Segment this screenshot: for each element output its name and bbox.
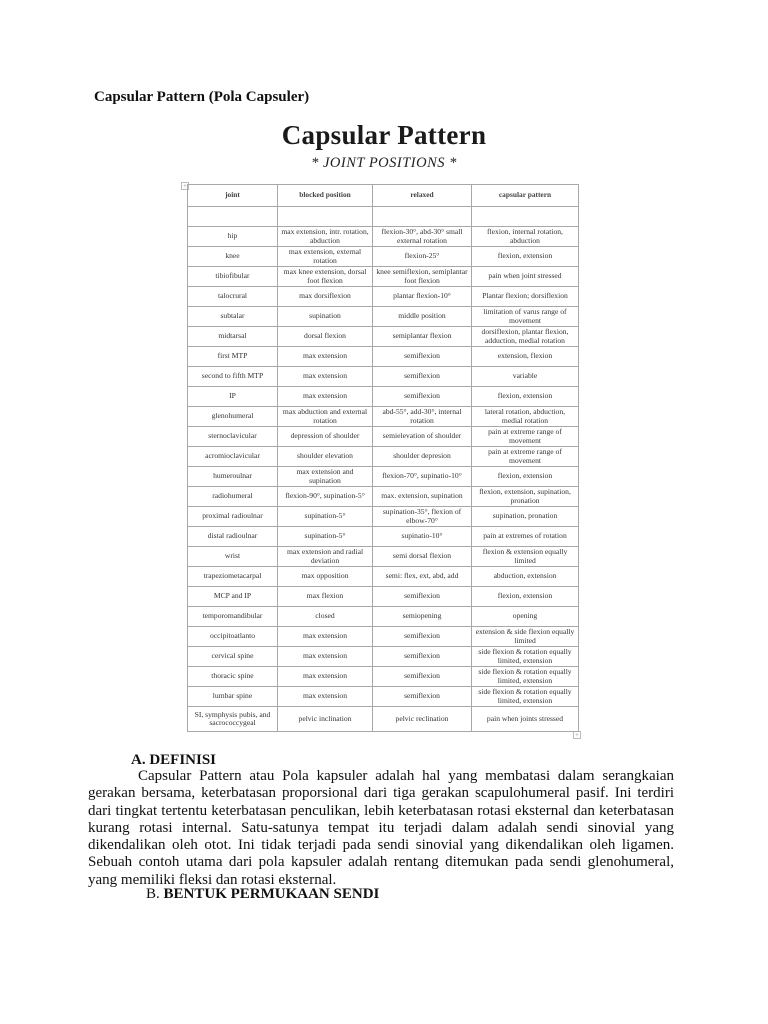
table-cell: glenohumeral: [188, 407, 278, 427]
table-cell: trapeziometacarpal: [188, 567, 278, 587]
table-cell: plantar flexion-10°: [373, 287, 472, 307]
table-header-row: [188, 185, 579, 207]
table-cell: semiflexion: [373, 647, 472, 667]
table-cell: max extension: [278, 647, 373, 667]
table-cell: pelvic inclination: [278, 707, 373, 732]
image-marker-icon: +: [181, 182, 189, 190]
table-cell: semiflexion: [373, 627, 472, 647]
table-row: [188, 627, 579, 647]
table-cell: abduction, extension: [472, 567, 579, 587]
table-cell: flexion-25°: [373, 247, 472, 267]
table-cell: max dorsiflexion: [278, 287, 373, 307]
table-row: [188, 287, 579, 307]
header-relaxed: relaxed: [373, 185, 472, 207]
table-cell: limitation of varus range of movement: [472, 307, 579, 327]
table-cell: supination-5°: [278, 507, 373, 527]
table-row: [188, 487, 579, 507]
table-cell: flexion & extension equally limited: [472, 547, 579, 567]
table-cell: flexion-30°, abd-30° small external rotation: [373, 227, 472, 247]
table-row: [188, 547, 579, 567]
table-row: [188, 607, 579, 627]
table-cell: lateral rotation, abduction, medial rotation: [472, 407, 579, 427]
table-cell: pain when joints stressed: [472, 707, 579, 732]
table-cell: dorsal flexion: [278, 327, 373, 347]
table-cell: max flexion: [278, 587, 373, 607]
table-row: [188, 347, 579, 367]
table-cell: max extension: [278, 367, 373, 387]
table-cell: variable: [472, 367, 579, 387]
table-cell: semiflexion: [373, 367, 472, 387]
table-cell: knee semiflexion, semiplantar foot flexion: [373, 267, 472, 287]
definition-text: Capsular Pattern atau Pola kapsuler adalah hal yang membatasi dalam serangkaian gerakan bersama, keterbatasan proporsional dari tiga gerakan scapulohumeral pasif. Ini terdiri dari tingkat tertentu keterbatasan penculikan, lebih keterbatasan rotasi eksternal dan keterbatasan kurang rotasi internal. Satu-satunya tempat itu terjadi dalam adalah sendi sinovial yang dikendalikan oleh otot. Ini tidak terjadi pada sendi sinovial yang dikendalikan oleh ligamen. Sebuah contoh utama dari pola kapsuler adalah rentang ditemukan pada sendi glenohumeral, yang memiliki fleksi dan rotasi eksternal.: [88, 768, 674, 888]
table-cell: max extension and supination: [278, 467, 373, 487]
table-row: [188, 247, 579, 267]
table-cell: [373, 207, 472, 227]
table-row: [188, 427, 579, 447]
table-cell: middle position: [373, 307, 472, 327]
table-cell: flexion, extension: [472, 387, 579, 407]
table-row: [188, 467, 579, 487]
table-cell: tibiofibular: [188, 267, 278, 287]
table-row: [188, 587, 579, 607]
definition-paragraph: [88, 768, 674, 889]
image-marker-icon: +: [573, 731, 581, 739]
table-cell: semiflexion: [373, 687, 472, 707]
table-cell: semiflexion: [373, 587, 472, 607]
table-row: [188, 387, 579, 407]
table-cell: max knee extension, dorsal foot flexion: [278, 267, 373, 287]
table-cell: thoracic spine: [188, 667, 278, 687]
table-cell: semielevation of shoulder: [373, 427, 472, 447]
table-cell: flexion-70°, supinatio-10°: [373, 467, 472, 487]
header-blocked-position: blocked position: [278, 185, 373, 207]
table-cell: radiohumeral: [188, 487, 278, 507]
table-cell: extension & side flexion equally limited: [472, 627, 579, 647]
table-row: [188, 307, 579, 327]
table-cell: IP: [188, 387, 278, 407]
table-cell: semiopening: [373, 607, 472, 627]
table-row: [188, 327, 579, 347]
table-cell: pain at extreme range of movement: [472, 447, 579, 467]
table-cell: midtarsal: [188, 327, 278, 347]
page-heading: Capsular Pattern (Pola Capsuler): [94, 89, 310, 105]
table-cell: flexion, internal rotation, abduction: [472, 227, 579, 247]
table-cell: shoulder depresion: [373, 447, 472, 467]
header-capsular-pattern: capsular pattern: [472, 185, 579, 207]
table-cell: SI, symphysis pubis, and sacrococcygeal: [188, 707, 278, 732]
table-cell: wrist: [188, 547, 278, 567]
table-cell: max extension, intr. rotation, abduction: [278, 227, 373, 247]
table-cell: opening: [472, 607, 579, 627]
table-cell: supination-35°, flexion of elbow-70°: [373, 507, 472, 527]
table-row: [188, 647, 579, 667]
table-cell: pelvic reclination: [373, 707, 472, 732]
table-cell: dorsiflexion, plantar flexion, adduction, medial rotation: [472, 327, 579, 347]
table-cell: supination: [278, 307, 373, 327]
table-cell: [188, 207, 278, 227]
table-cell: max opposition: [278, 567, 373, 587]
table-cell: semiflexion: [373, 347, 472, 367]
table-row: [188, 527, 579, 547]
section-b-title: BENTUK PERMUKAAN SENDI: [163, 886, 380, 902]
table-cell: flexion-90°, supination-5°: [278, 487, 373, 507]
table-cell: max extension: [278, 387, 373, 407]
table-cell: max extension: [278, 667, 373, 687]
capsular-pattern-table-figure: [187, 184, 578, 729]
table-row: [188, 567, 579, 587]
table-cell: [278, 207, 373, 227]
table-row: [188, 707, 579, 732]
table-cell: max extension, external rotation: [278, 247, 373, 267]
table-cell: supination, pronation: [472, 507, 579, 527]
table-cell: Plantar flexion; dorsiflexion: [472, 287, 579, 307]
table-cell: max extension: [278, 347, 373, 367]
table-cell: flexion, extension: [472, 467, 579, 487]
table-cell: pain when joint stressed: [472, 267, 579, 287]
table-cell: sternoclavicular: [188, 427, 278, 447]
table-cell: extension, flexion: [472, 347, 579, 367]
section-b-heading: [146, 886, 379, 903]
table-cell: cervical spine: [188, 647, 278, 667]
table-cell: humeroulnar: [188, 467, 278, 487]
table-cell: flexion, extension, supination, pronation: [472, 487, 579, 507]
table-cell: semiflexion: [373, 667, 472, 687]
table-cell: supination-5°: [278, 527, 373, 547]
table-cell: max. extension, supination: [373, 487, 472, 507]
table-cell: side flexion & rotation equally limited, extension: [472, 687, 579, 707]
table-body: [188, 207, 579, 732]
figure-title: Capsular Pattern: [281, 120, 487, 150]
table-cell: temporomandibular: [188, 607, 278, 627]
table-cell: semi: flex, ext, abd, add: [373, 567, 472, 587]
table-cell: side flexion & rotation equally limited, extension: [472, 647, 579, 667]
table-cell: pain at extremes of rotation: [472, 527, 579, 547]
table-cell: max abduction and external rotation: [278, 407, 373, 427]
table-cell: knee: [188, 247, 278, 267]
figure-subtitle: * JOINT POSITIONS *: [311, 155, 457, 171]
table-cell: hip: [188, 227, 278, 247]
table-cell: acromioclavicular: [188, 447, 278, 467]
table-cell: depression of shoulder: [278, 427, 373, 447]
table-row: [188, 507, 579, 527]
table-cell: talocrural: [188, 287, 278, 307]
capsular-pattern-table: [187, 184, 579, 732]
table-row: [188, 667, 579, 687]
table-cell: closed: [278, 607, 373, 627]
table-row: [188, 207, 579, 227]
table-cell: first MTP: [188, 347, 278, 367]
table-cell: second to fifth MTP: [188, 367, 278, 387]
table-cell: supinatio-10°: [373, 527, 472, 547]
table-row: [188, 447, 579, 467]
table-cell: proximal radioulnar: [188, 507, 278, 527]
section-b-prefix: B.: [146, 886, 164, 902]
section-a-heading: A. DEFINISI: [131, 752, 217, 768]
table-cell: max extension and radial deviation: [278, 547, 373, 567]
table-row: [188, 227, 579, 247]
table-cell: lumbar spine: [188, 687, 278, 707]
table-cell: semiplantar flexion: [373, 327, 472, 347]
table-row: [188, 687, 579, 707]
table-cell: abd-55°, add-30°, internal rotation: [373, 407, 472, 427]
table-cell: max extension: [278, 687, 373, 707]
table-cell: semiflexion: [373, 387, 472, 407]
table-cell: occipitoatlanto: [188, 627, 278, 647]
table-row: [188, 267, 579, 287]
table-cell: flexion, extension: [472, 247, 579, 267]
table-cell: MCP and IP: [188, 587, 278, 607]
table-cell: pain at extreme range of movement: [472, 427, 579, 447]
table-row: [188, 407, 579, 427]
table-cell: shoulder elevation: [278, 447, 373, 467]
table-cell: subtalar: [188, 307, 278, 327]
table-cell: semi dorsal flexion: [373, 547, 472, 567]
table-cell: flexion, extension: [472, 587, 579, 607]
table-cell: max extension: [278, 627, 373, 647]
table-row: [188, 367, 579, 387]
table-cell: side flexion & rotation equally limited, extension: [472, 667, 579, 687]
header-joint: joint: [188, 185, 278, 207]
table-cell: [472, 207, 579, 227]
table-cell: distal radioulnar: [188, 527, 278, 547]
